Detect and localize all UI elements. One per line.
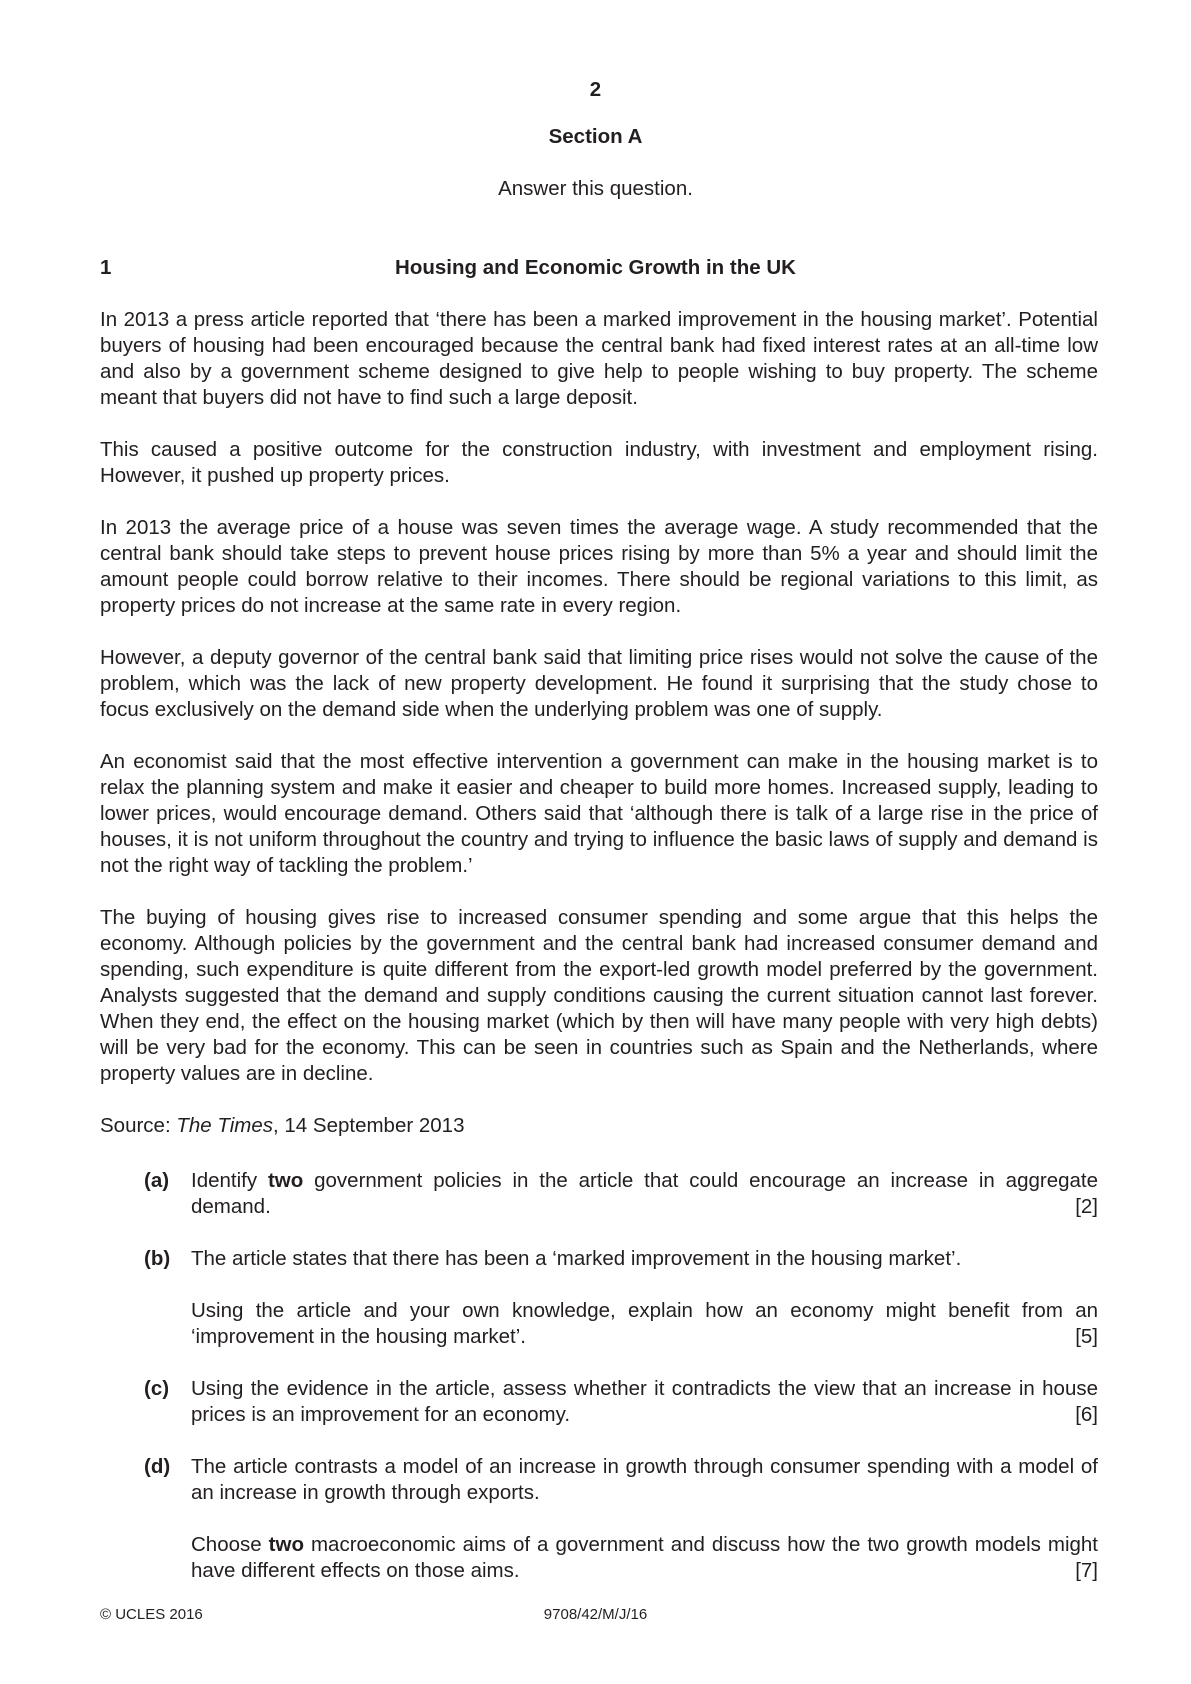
- part-label: (b): [144, 1247, 171, 1270]
- part-b-text-2: Using the article and your own knowledge, explain how an economy might benefit from an ‘improvement in the housing market’. [5]: [191, 1299, 1098, 1348]
- part-d: [144, 1454, 1098, 1584]
- part-c-text: Using the evidence in the article, assess whether it contradicts the view that an increase in house prices is an improvement for an economy. [6]: [191, 1377, 1098, 1426]
- source-prefix: Source:: [100, 1114, 177, 1137]
- article-paragraph: This caused a positive outcome for the construction industry, with investment and employment rising. However, it pushed up property prices.: [100, 438, 1098, 487]
- footer-copyright: © UCLES 2016: [100, 1606, 203, 1623]
- source-date: , 14 September 2013: [273, 1114, 465, 1137]
- instruction-text: Answer this question.: [498, 177, 693, 200]
- marks: [2]: [1075, 1195, 1098, 1218]
- article-paragraph: However, a deputy governor of the central bank said that limiting price rises would not solve the cause of the problem, which was the lack of new property development. He found it surprising that the study chose to focus exclusively on the demand side when the underlying problem was one of supply.: [100, 646, 1098, 721]
- article-paragraph: In 2013 the average price of a house was seven times the average wage. A study recommended that the central bank should take steps to prevent house prices rising by more than 5% a year and should limit the amount people could borrow relative to their incomes. There should be regional variations to this limit, as property prices do not increase at the same rate in every region.: [100, 516, 1098, 617]
- footer-paper-code: 9708/42/M/J/16: [543, 1606, 648, 1623]
- part-label: (d): [144, 1455, 171, 1478]
- article-paragraph: The buying of housing gives rise to increased consumer spending and some argue that this helps the economy. Although policies by the government and the central bank had increased consumer demand and spending, such expenditure is quite different from the export-led growth model preferred by the government. Analysts suggested that the demand and supply conditions causing the current situation cannot last forever. When they end, the effect on the housing market (which by then will have many people with very high debts) will be very bad for the economy. This can be seen in countries such as Spain and the Netherlands, where property values are in decline.: [100, 906, 1098, 1085]
- part-d-text-2: Choose two macroeconomic aims of a government and discuss how the two growth models might have different effects on those aims. [7]: [191, 1533, 1099, 1582]
- source-publication: The Times: [176, 1114, 274, 1137]
- question-title: Housing and Economic Growth in the UK: [395, 256, 796, 279]
- article-source: [100, 1113, 1098, 1139]
- part-label: (a): [144, 1169, 170, 1192]
- part-c: [144, 1376, 1098, 1428]
- question-parts: [144, 1168, 1098, 1610]
- part-a-text: Identify two government policies in the article that could encourage an increase in aggregate demand. [2]: [191, 1169, 1099, 1218]
- marks: [5]: [1075, 1325, 1098, 1348]
- question-number: 1: [100, 256, 112, 279]
- article: [100, 307, 1098, 1165]
- marks: [7]: [1075, 1559, 1098, 1582]
- page-number: 2: [589, 78, 602, 101]
- part-a: [144, 1168, 1098, 1220]
- part-label: (c): [144, 1377, 170, 1400]
- article-paragraph: In 2013 a press article reported that ‘there has been a marked improvement in the housing market’. Potential buyers of housing had been encouraged because the central bank had fixed interest rates at an all-time low and also by a government scheme designed to give help to people wishing to buy property. The scheme meant that buyers did not have to find such a large deposit.: [100, 308, 1098, 409]
- part-b: [144, 1246, 1098, 1350]
- part-b-text-1: The article states that there has been a ‘marked improvement in the housing market’.: [191, 1247, 962, 1270]
- section-title: Section A: [548, 125, 643, 148]
- article-paragraph: An economist said that the most effective intervention a government can make in the housing market is to relax the planning system and make it easier and cheaper to build more homes. Increased supply, leading to lower prices, would encourage demand. Others said that ‘although there is talk of a large rise in the price of houses, it is not uniform throughout the country and trying to influence the basic laws of supply and demand is not the right way of tackling the problem.’: [100, 750, 1098, 877]
- marks: [6]: [1075, 1403, 1098, 1426]
- part-d-text-1: The article contrasts a model of an increase in growth through consumer spending with a model of an increase in growth through exports.: [191, 1455, 1098, 1504]
